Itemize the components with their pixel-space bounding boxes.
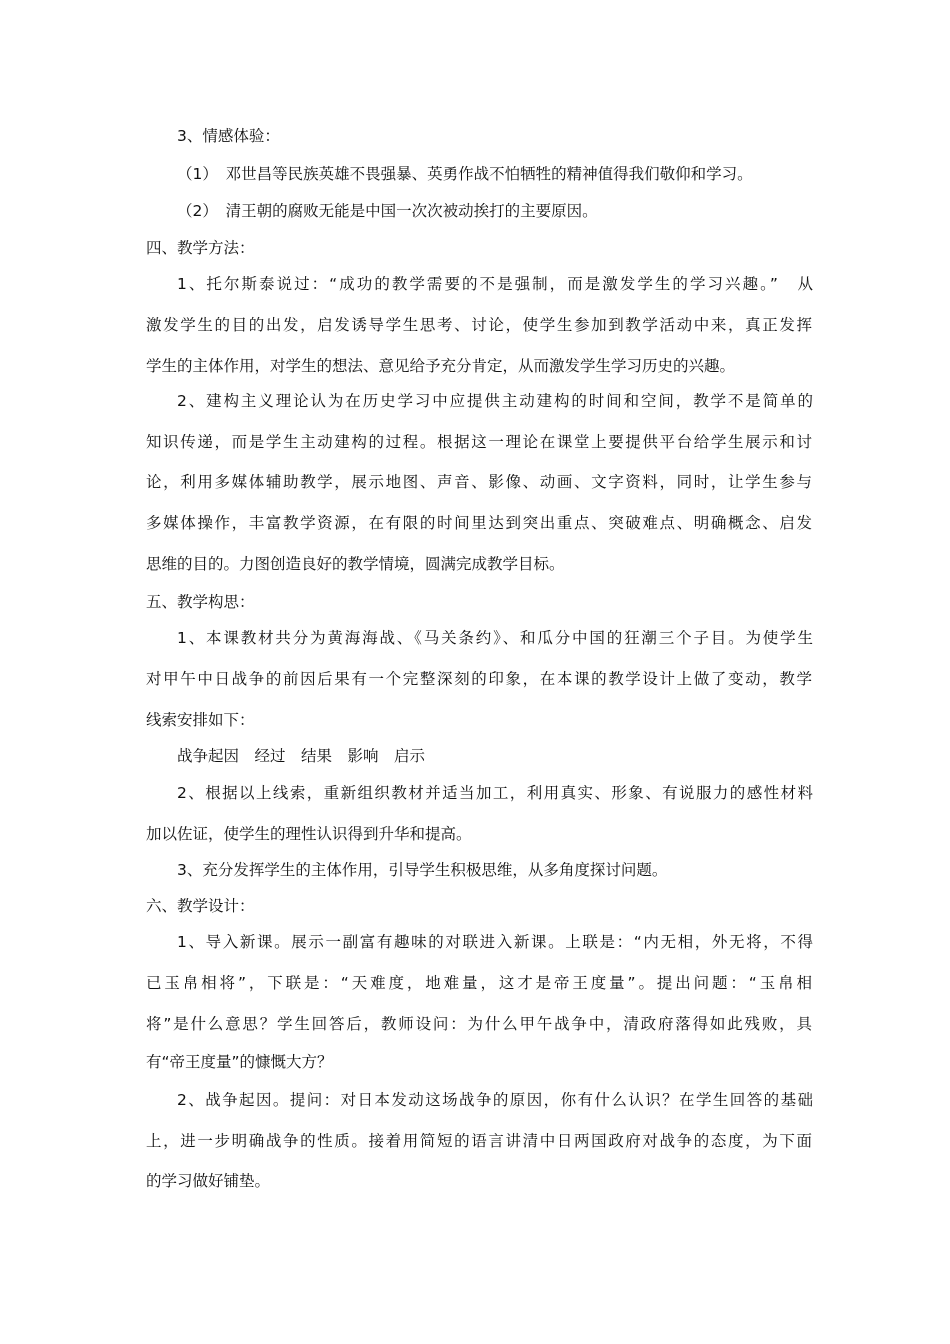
paragraph-line: 激发学生的目的出发，启发诱导学生思考、讨论，使学生参加到教学活动中来，真正发挥 bbox=[146, 316, 812, 334]
paragraph-line: 加以佐证，使学生的理性认识得到升华和提高。 bbox=[146, 825, 472, 843]
paragraph-line: 1、本课教材共分为黄海海战、《马关条约》、和瓜分中国的狂潮三个子目。为使学生 bbox=[177, 629, 813, 647]
paragraph-line: 1、导入新课。展示一副富有趣味的对联进入新课。上联是：“内无相，外无将，不得 bbox=[177, 933, 813, 951]
teaching-clue-line: 战争起因 经过 结果 影响 启示 bbox=[177, 747, 426, 765]
subheading-emotional-experience: 3、情感体验： bbox=[177, 127, 280, 145]
paragraph-line: 1、托尔斯泰说过：“成功的教学需要的不是强制，而是激发学生的学习兴趣。” 从 bbox=[177, 275, 813, 293]
paragraph-line: 学生的主体作用，对学生的想法、意见给予充分肯定，从而激发学生学习历史的兴趣。 bbox=[146, 357, 736, 375]
paragraph-line: 的学习做好铺垫。 bbox=[146, 1172, 271, 1190]
paragraph-line: 上，进一步明确战争的性质。接着用简短的语言讲清中日两国政府对战争的态度，为下面 bbox=[146, 1132, 812, 1150]
section-heading-teaching-design: 六、教学设计： bbox=[146, 897, 255, 915]
paragraph-line: 2、根据以上线索，重新组织教材并适当加工，利用真实、形象、有说服力的感性材料 bbox=[177, 784, 813, 802]
paragraph-line: 3、充分发挥学生的主体作用，引导学生积极思维，从多角度探讨问题。 bbox=[177, 861, 668, 879]
paragraph-line: 线索安排如下： bbox=[146, 711, 255, 729]
paragraph-line: 2、战争起因。提问：对日本发动这场战争的原因，你有什么认识？在学生回答的基础 bbox=[177, 1091, 813, 1109]
section-heading-teaching-methods: 四、教学方法： bbox=[146, 239, 255, 257]
list-item: （1） 邓世昌等民族英雄不畏强暴、英勇作战不怕牺牲的精神值得我们敬仰和学习。 bbox=[177, 165, 753, 183]
paragraph-line: 已玉帛相将”，下联是：“天难度，地难量，这才是帝王度量”。提出问题：“玉帛相 bbox=[146, 974, 812, 992]
paragraph-line: 将”是什么意思？学生回答后，教师设问：为什么甲午战争中，清政府落得如此残败，具 bbox=[146, 1015, 812, 1033]
paragraph-line: 2、建构主义理论认为在历史学习中应提供主动建构的时间和空间，教学不是简单的 bbox=[177, 392, 813, 410]
paragraph-line: 有“帝王度量”的慷慨大方？ bbox=[146, 1053, 333, 1071]
paragraph-line: 知识传递，而是学生主动建构的过程。根据这一理论在课堂上要提供平台给学生展示和讨 bbox=[146, 433, 812, 451]
paragraph-line: 论，利用多媒体辅助教学，展示地图、声音、影像、动画、文字资料，同时，让学生参与 bbox=[146, 473, 812, 491]
section-heading-teaching-concept: 五、教学构思： bbox=[146, 593, 255, 611]
paragraph-line: 对甲午中日战争的前因后果有一个完整深刻的印象，在本课的教学设计上做了变动，教学 bbox=[146, 670, 812, 688]
list-item: （2） 清王朝的腐败无能是中国一次次被动挨打的主要原因。 bbox=[177, 202, 598, 220]
paragraph-line: 思维的目的。力图创造良好的教学情境，圆满完成教学目标。 bbox=[146, 555, 565, 573]
paragraph-line: 多媒体操作，丰富教学资源，在有限的时间里达到突出重点、突破难点、明确概念、启发 bbox=[146, 514, 812, 532]
